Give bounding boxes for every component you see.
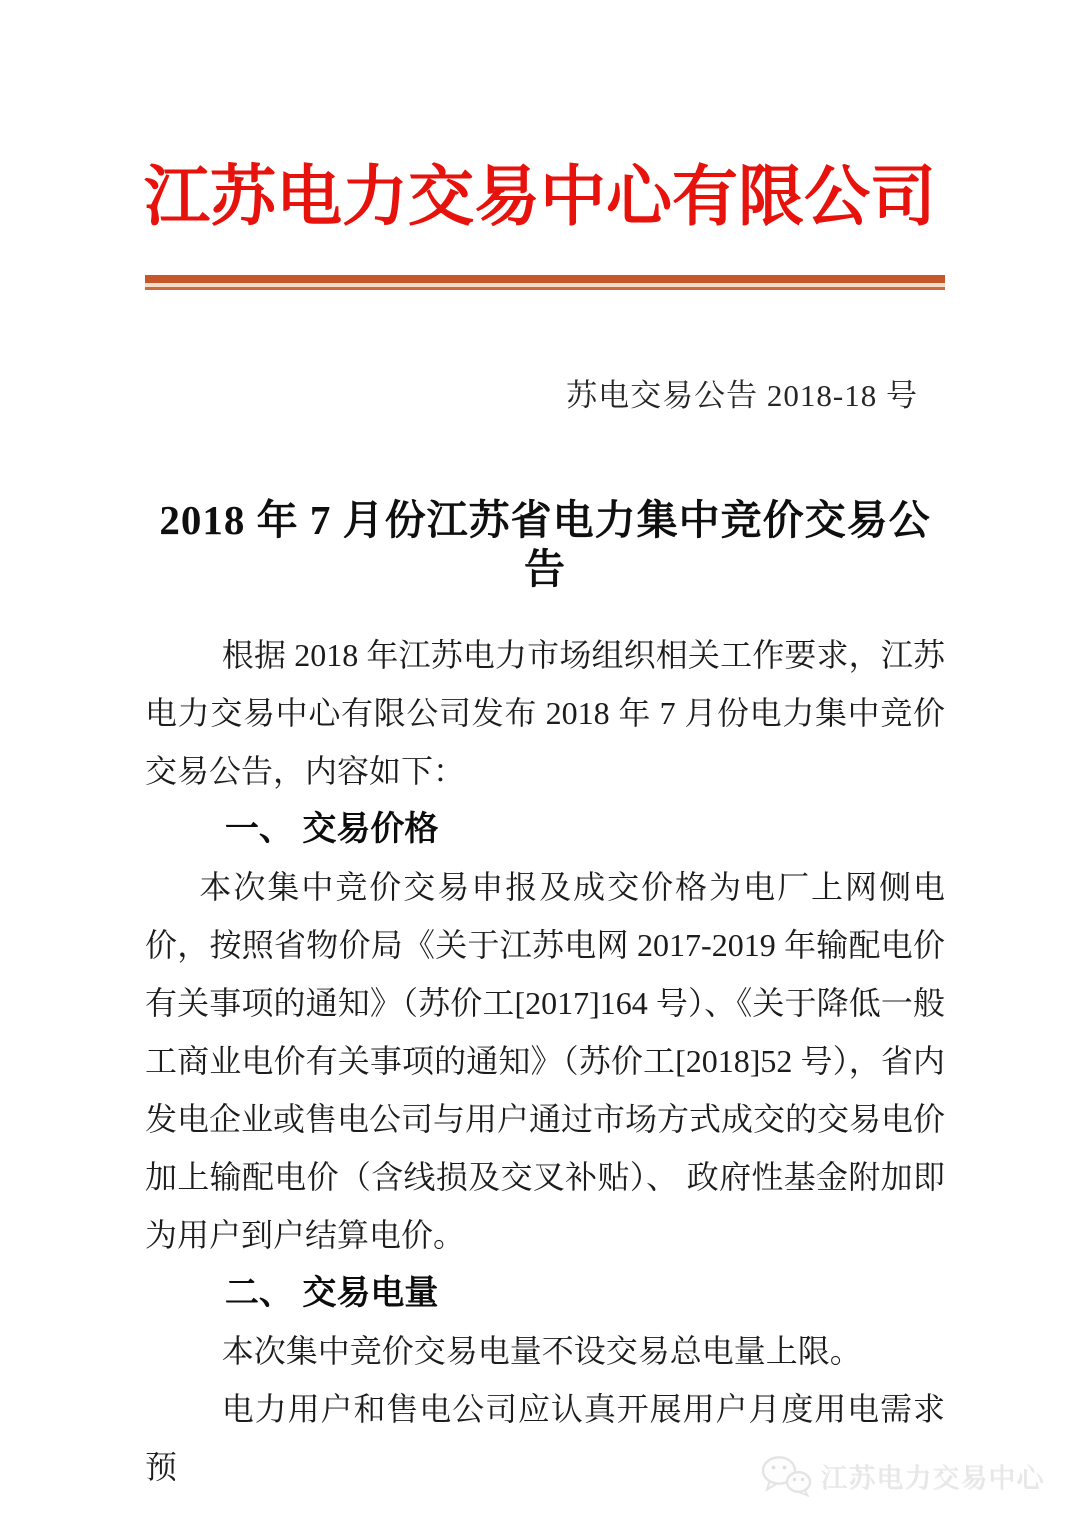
watermark-text: 江苏电力交易中心 (821, 1463, 1045, 1494)
section-heading-1-trade-price: 一、 交易价格 (224, 810, 439, 849)
letterhead-company-name: 江苏电力交易中心有限公司 (144, 161, 936, 234)
watermark (760, 1455, 1045, 1497)
rule-thick-line (145, 275, 945, 283)
doc-number: 苏电交易公告 2018-18 号 (566, 377, 918, 413)
doc-body (145, 626, 945, 1496)
section-heading-2-trade-volume: 二、 交易电量 (224, 1274, 439, 1313)
body-paragraph-demand-forecast: 电力用户和售电公司应认真开展用户月度用电需求预 (145, 1391, 945, 1486)
body-paragraph-volume-limit: 本次集中竞价交易电量不设交易总电量上限。 (221, 1333, 862, 1370)
body-paragraph-intro: 根据 2018 年江苏电力市场组织相关工作要求，江苏电力交易中心有限公司发布 2018 年 7 月份电力集中竞价交易公告，内容如下： (145, 637, 945, 790)
letterhead-rule (145, 275, 945, 290)
wechat-icon (760, 1455, 812, 1497)
body-paragraph-trade-price: 本次集中竞价交易申报及成交价格为电厂上网侧电价，按照省物价局《关于江苏电网 2017-2019 年输配电价有关事项的通知》（苏价工[2017]164 号）、《关于降低一般工商业电价有关事项的通知》（苏价工[2018]52 号），省内发电企业或售电公司与用户通过市场方式成交的交易电价加上输配电价（含线损及交叉补贴）、 政府性基金附加即为用户到户结算电价。 (145, 869, 946, 1254)
rule-thin-line (145, 287, 945, 290)
doc-title: 2018 年 7 月份江苏省电力集中竞价交易公告 (159, 496, 931, 593)
